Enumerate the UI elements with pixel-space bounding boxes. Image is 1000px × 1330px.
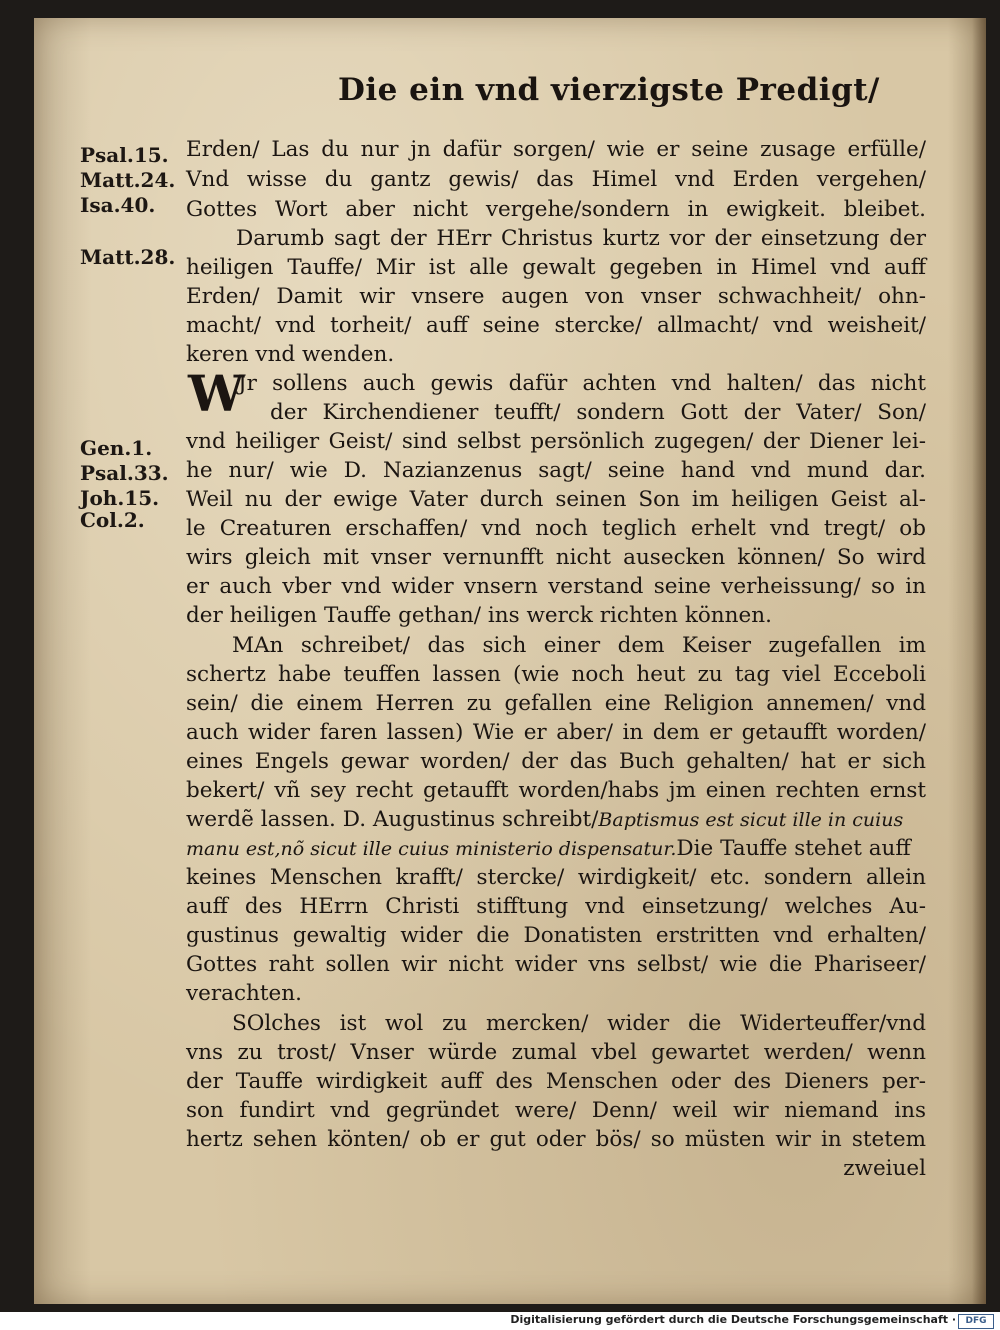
text-line: sein/ die einem Herren zu gefallen eine Religion annemen/ vnd: [186, 691, 926, 716]
text-line: verachten.: [186, 981, 302, 1006]
text-line: schertz habe teuffen lassen (wie noch heut zu tag viel Ecceboli: [186, 662, 926, 687]
text-line: gustinus gewaltig wider die Donatisten erstritten vnd erhalten/: [186, 923, 926, 948]
text-line: er auch vber vnd wider vnsern verstand seine verheissung/ so in: [186, 574, 926, 599]
text-line: Vnd wisse du gantz gewis/ das Himel vnd Erden vergehen/: [186, 167, 926, 192]
margin-note: Col.2.: [80, 508, 145, 532]
text-line: Erden/ Damit wir vnsere augen von vnser schwachheit/ ohn-: [186, 284, 926, 309]
text-line: [186, 806, 926, 834]
text-line: eines Engels gewar worden/ der das Buch gehalten/ hat er sich: [186, 749, 926, 774]
text-line: [186, 835, 926, 863]
margin-note: Psal.15.: [80, 143, 169, 167]
text-line: MAn schreibet/ das sich einer dem Keiser zugefallen im: [232, 633, 926, 658]
text-line: der Kirchendiener teufft/ sondern Gott der Vater/ Son/: [270, 400, 926, 425]
margin-note: Matt.24.: [80, 168, 176, 192]
text-line: auff des HErrn Christi stifftung vnd einsetzung/ welches Au-: [186, 894, 926, 919]
text-fragment: Die Tauffe stehet auff: [676, 836, 911, 861]
text-line: auch wider faren lassen) Wie er aber/ in dem er getaufft worden/: [186, 720, 926, 745]
latin-quote: manu est,nõ sicut ille cuius ministerio dispensatur.: [186, 838, 677, 860]
text-fragment: werdẽ lassen. D. Augustinus schreibt/: [186, 807, 599, 832]
text-line: Erden/ Las du nur jn dafür sorgen/ wie er seine zusage erfülle/: [186, 137, 926, 162]
drop-cap: W: [188, 364, 245, 423]
latin-quote: Baptismus est sicut ille in cuius: [598, 809, 904, 831]
margin-note: Isa.40.: [80, 193, 156, 217]
text-line: Gottes Wort aber nicht vergehe/sondern in ewigkeit. bleibet.: [186, 197, 926, 222]
text-line: Gottes raht sollen wir nicht wider vns selbst/ wie die Phariseer/: [186, 952, 926, 977]
funding-credit: Digitalisierung gefördert durch die Deutsche Forschungsgemeinschaft ·: [510, 1313, 956, 1326]
catchword: zweiuel: [843, 1156, 926, 1181]
text-line: keren vnd wenden.: [186, 342, 395, 367]
page-gutter-shadow: [972, 18, 986, 1304]
text-line: wirs gleich mit vnser vernunfft nicht ausecken können/ So wird: [186, 545, 926, 570]
text-line: hertz sehen könten/ ob er gut oder bös/ so müsten wir in stetem: [186, 1127, 926, 1152]
dfg-logo: DFG: [958, 1314, 994, 1329]
text-line: vnd heiliger Geist/ sind selbst persönlich zugegen/ der Diener lei-: [186, 429, 926, 454]
text-line: Darumb sagt der HErr Christus kurtz vor der einsetzung der: [236, 226, 926, 251]
text-line: Jr sollens auch gewis dafür achten vnd halten/ das nicht: [238, 371, 926, 396]
text-line: SOlches ist wol zu mercken/ wider die Widerteuffer/vnd: [232, 1011, 926, 1036]
text-line: vns zu trost/ Vnser würde zumal vbel gewartet werden/ wenn: [186, 1040, 926, 1065]
footer-bar: [0, 1312, 1000, 1330]
text-line: keines Menschen krafft/ stercke/ wirdigkeit/ etc. sondern allein: [186, 865, 926, 890]
text-line: Weil nu der ewige Vater durch seinen Son im heiligen Geist al-: [186, 487, 926, 512]
text-line: son fundirt vnd gegründet were/ Denn/ weil wir niemand ins: [186, 1098, 926, 1123]
text-line: der heiligen Tauffe gethan/ ins werck richten können.: [186, 603, 772, 628]
text-line: le Creaturen erschaffen/ vnd noch teglich erhelt vnd tregt/ ob: [186, 516, 926, 541]
margin-note: Psal.33.: [80, 461, 169, 485]
text-line: bekert/ vñ sey recht getaufft worden/habs jm einen rechten ernst: [186, 778, 926, 803]
page-title: Die ein vnd vierzigste Predigt/: [338, 72, 880, 108]
margin-note: Matt.28.: [80, 245, 176, 269]
text-line: he nur/ wie D. Nazianzenus sagt/ seine hand vnd mund dar.: [186, 458, 926, 483]
margin-note: Gen.1.: [80, 436, 153, 460]
text-line: der Tauffe wirdigkeit auff des Menschen oder des Dieners per-: [186, 1069, 926, 1094]
text-line: macht/ vnd torheit/ auff seine stercke/ allmacht/ vnd weisheit/: [186, 313, 926, 338]
margin-note: Joh.15.: [80, 486, 160, 510]
text-line: heiligen Tauffe/ Mir ist alle gewalt gegeben in Himel vnd auff: [186, 255, 926, 280]
